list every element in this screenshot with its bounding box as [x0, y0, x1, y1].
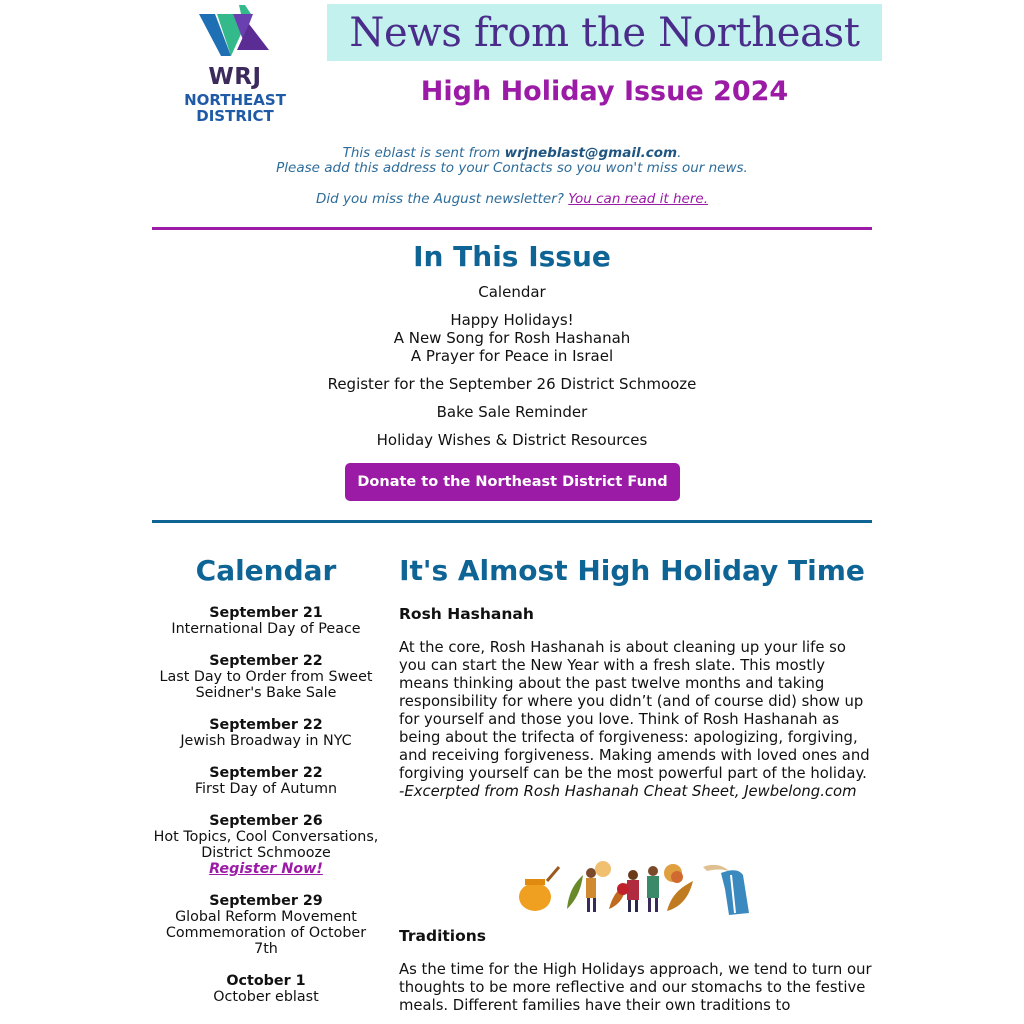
logo-initials: WRJ: [208, 64, 262, 90]
toc-item-new-song[interactable]: A New Song for Rosh Hashanah: [393, 329, 631, 347]
calendar-title: Calendar: [195, 554, 337, 587]
toc-item-schmooze[interactable]: Register for the September 26 District Schmooze: [327, 375, 697, 393]
wrj-logo: [170, 4, 300, 124]
section-title-traditions: Traditions: [399, 927, 487, 945]
rosh-hashanah-citation: -Excerpted from Rosh Hashanah Cheat Sheet, Jewbelong.com: [399, 783, 857, 800]
sender-email: wrjneblast@gmail.com: [504, 145, 678, 161]
logo-district: NORTHEAST DISTRICT: [184, 91, 286, 125]
toc-item-prayer[interactable]: A Prayer for Peace in Israel: [410, 347, 614, 365]
calendar-event: October 1 October eblast: [213, 973, 319, 1005]
logo-mark-icon: [197, 4, 273, 60]
calendar-event: September 21 International Day of Peace: [171, 605, 361, 637]
august-newsletter-link[interactable]: You can read it here.: [568, 191, 708, 207]
calendar-event: September 26 Hot Topics, Cool Conversations, District Schmooze Register Now!: [153, 813, 379, 877]
divider-blue: [152, 520, 872, 523]
calendar-event: September 29 Global Reform Movement Commemoration of October 7th: [165, 893, 367, 957]
newsletter-banner: [327, 4, 882, 61]
rosh-hashanah-body: At the core, Rosh Hashanah is about cleaning up your life so you can start the New Year with a fresh slate. This mostly means thinking about the past twelve months and taking responsibility for where you didn’t (and of course did) show up for yourself and those you love. Think of Rosh Hashanah as being about the trifecta of forgiveness: apologizing, forgiving, and receiving forgiveness. Making amends with loved ones and forgiving yourself can be the most powerful part of the holiday.: [399, 639, 870, 782]
traditions-body: As the time for the High Holidays approach, we tend to turn our thoughts to be more reflective and our stomachs to the festive meals. Different families have their own traditions to: [399, 961, 872, 1014]
calendar-event: September 22 First Day of Autumn: [194, 765, 338, 797]
register-now-link[interactable]: Register Now!: [209, 861, 323, 877]
section-title-rosh-hashanah: Rosh Hashanah: [399, 605, 534, 623]
banner-title: News from the Northeast: [349, 9, 860, 56]
article-column: [399, 553, 873, 1015]
issue-title: High Holiday Issue 2024: [420, 76, 789, 107]
calendar-column: [152, 553, 380, 1021]
intro-line-email: This eblast is sent from wrjneblast@gmail.com.: [342, 145, 682, 161]
holiday-illustration-icon: [517, 859, 757, 917]
calendar-event: September 22 Last Day to Order from Sweet Seidner's Bake Sale: [159, 653, 373, 701]
toc-title: In This Issue: [413, 240, 611, 273]
donate-button[interactable]: Donate to the Northeast District Fund: [345, 463, 680, 501]
article-title: It's Almost High Holiday Time: [399, 554, 865, 587]
intro-line-contacts: Please add this address to your Contacts so you won't miss our news.: [276, 160, 748, 176]
toc-item-happy-holidays[interactable]: Happy Holidays!: [450, 311, 574, 329]
toc-item-calendar[interactable]: Calendar: [478, 283, 546, 301]
toc-item-holiday-wishes[interactable]: Holiday Wishes & District Resources: [376, 431, 648, 449]
intro-line-previous: Did you miss the August newsletter? You can read it here.: [316, 191, 708, 207]
toc-item-bake-sale[interactable]: Bake Sale Reminder: [436, 403, 588, 421]
divider-purple: [152, 227, 872, 230]
calendar-event: September 22 Jewish Broadway in NYC: [180, 717, 352, 749]
